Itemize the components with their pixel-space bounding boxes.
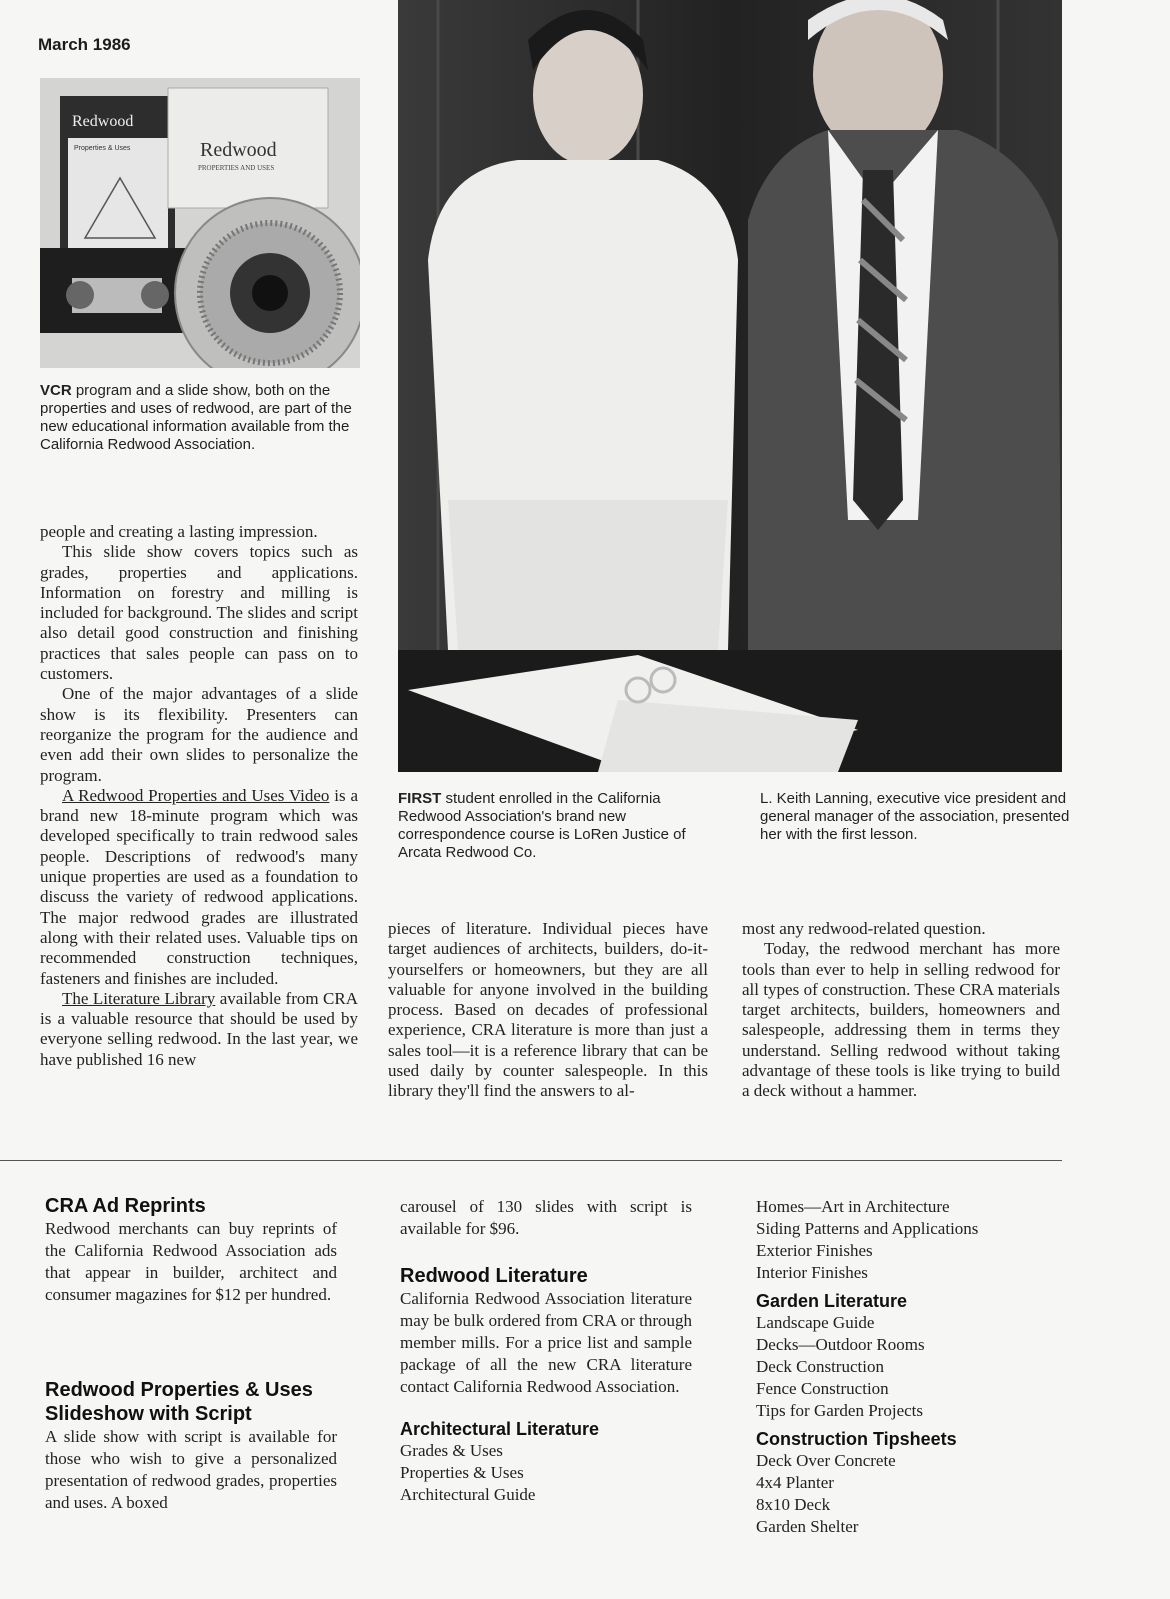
- article-column-3: [742, 919, 1060, 1102]
- redwood-literature-heading: Redwood Literature: [400, 1265, 588, 1287]
- people-photo: [398, 0, 1062, 772]
- ad-reprints-text: Redwood merchants can buy reprints of the California Redwood Association ads that appear in builder, architect and consumer magazines for $12 per hundred.: [45, 1219, 337, 1304]
- library-text: available from CRA is a valuable resource that should be used by everyone selling redwood. In the last year, we have published 16 new: [40, 988, 358, 1069]
- article-paragraph: pieces of literature. Individual pieces have target audiences of architects, builders, do-it-yourselfers or homeowners, but they are all valuable for anyone involved in the building process. Based on decades of professional experience, CRA literature is more than just a sales tool—it is a reference library that can be used daily by counter salespeople. In this library they'll find the answers to al-: [388, 919, 708, 1101]
- article-column-1: [40, 522, 358, 1070]
- ad-reprints-heading: CRA Ad Reprints: [45, 1195, 206, 1217]
- construction-tipsheets-heading: Construction Tipsheets: [756, 1429, 957, 1449]
- video-title: A Redwood Properties and Uses Video: [62, 785, 330, 805]
- book-right-title: Redwood: [200, 139, 277, 161]
- video-text: is a brand new 18-minute program which was developed specifically to train redwood sales people. Descriptions of redwood's many unique properties are used as a foundation to discuss the variety of redwood applications. The major redwood grades are illustrated along with their related uses. Valuable tips on recommended construction techniques, fasteners and finishes are included.: [40, 785, 358, 988]
- caption-first-student: [398, 790, 718, 862]
- list-item: Architectural Guide: [400, 1485, 536, 1504]
- list-item: Deck Over Concrete: [756, 1451, 896, 1470]
- sidebar-column-3: [756, 1196, 1056, 1538]
- article-paragraph: most any redwood-related question.: [742, 919, 986, 938]
- people-photo-illustration: [398, 0, 1062, 772]
- redwood-literature-text: California Redwood Association literature may be bulk ordered from CRA or through member mills. For a price list and sample package of all the new CRA literature contact California Redwood Association.: [400, 1289, 692, 1396]
- list-item: 4x4 Planter: [756, 1473, 834, 1492]
- list-item: Interior Finishes: [756, 1263, 868, 1282]
- list-item: Properties & Uses: [400, 1463, 524, 1482]
- list-item: Landscape Guide: [756, 1313, 875, 1332]
- caption-lanning: [760, 790, 1070, 844]
- article-paragraph: One of the major advantages of a slide show is its flexibility. Presenters can reorganize the program for the audience and even add their own slides to personalize the program.: [40, 684, 358, 785]
- architectural-literature-heading: Architectural Literature: [400, 1419, 600, 1439]
- list-item: Decks—Outdoor Rooms: [756, 1335, 925, 1354]
- list-item: Deck Construction: [756, 1357, 884, 1376]
- caption-vcr-text: program and a slide show, both on the properties and uses of redwood, are part of the new educational information available from the California Redwood Association.: [40, 382, 352, 453]
- article-paragraph: [40, 786, 358, 989]
- list-item: 8x10 Deck: [756, 1495, 831, 1514]
- slideshow-heading: Redwood Properties & Uses Slideshow with Script: [45, 1379, 313, 1425]
- garden-literature-heading: Garden Literature: [756, 1291, 908, 1311]
- article-paragraph: [40, 989, 358, 1070]
- garden-literature-list: [756, 1312, 1056, 1422]
- library-title: The Literature Library: [62, 988, 216, 1008]
- slideshow-text-continued: carousel of 130 slides with script is available for $96.: [400, 1197, 692, 1238]
- caption-vcr: [40, 382, 365, 454]
- product-photo: [40, 78, 360, 368]
- architectural-literature-list-continued: [756, 1196, 1056, 1284]
- list-item: Homes—Art in Architecture: [756, 1197, 950, 1216]
- product-photo-illustration: [40, 78, 360, 368]
- book-left-subtitle: Properties & Uses: [74, 145, 131, 152]
- caption-lanning-text: L. Keith Lanning, executive vice president and general manager of the association, presented her with the first lesson.: [760, 790, 1070, 843]
- article-paragraph: Today, the redwood merchant has more tools than ever to help in selling redwood for all types of construction. These CRA materials target architects, builders, homeowners and salespeople, addressing them in terms they understand. Selling redwood without taking advantage of these tools is like trying to build a deck without a hammer.: [742, 939, 1060, 1101]
- architectural-literature-list: [400, 1440, 692, 1506]
- caption-vcr-lead: VCR: [40, 382, 72, 399]
- list-item: Fence Construction: [756, 1379, 889, 1398]
- sidebar-column-2: [400, 1196, 692, 1506]
- sidebar-column-1: [45, 1194, 337, 1514]
- issue-date: March 1986: [38, 35, 131, 54]
- book-right-subtitle: PROPERTIES AND USES: [198, 164, 275, 172]
- slideshow-text: A slide show with script is available for those who wish to give a personalized presentation of redwood grades, properties and uses. A boxed: [45, 1427, 337, 1512]
- article-paragraph: people and creating a lasting impression.: [40, 522, 318, 541]
- list-item: Tips for Garden Projects: [756, 1401, 923, 1420]
- construction-tipsheets-list: [756, 1450, 1056, 1538]
- caption-first-lead: FIRST: [398, 790, 442, 807]
- article-paragraph: This slide show covers topics such as grades, properties and applications. Information on forestry and milling is included for background. The slides and script also detail good construction and finishing practices that sales people can pass on to customers.: [40, 542, 358, 684]
- section-divider: [0, 1160, 1062, 1161]
- book-left-title: Redwood: [72, 113, 134, 130]
- list-item: Exterior Finishes: [756, 1241, 873, 1260]
- caption-first-text: student enrolled in the California Redwood Association's brand new correspondence course is LoRen Justice of Arcata Redwood Co.: [398, 790, 686, 861]
- list-item: Siding Patterns and Applications: [756, 1219, 979, 1238]
- list-item: Grades & Uses: [400, 1441, 503, 1460]
- list-item: Garden Shelter: [756, 1517, 859, 1536]
- article-column-2: [388, 919, 708, 1102]
